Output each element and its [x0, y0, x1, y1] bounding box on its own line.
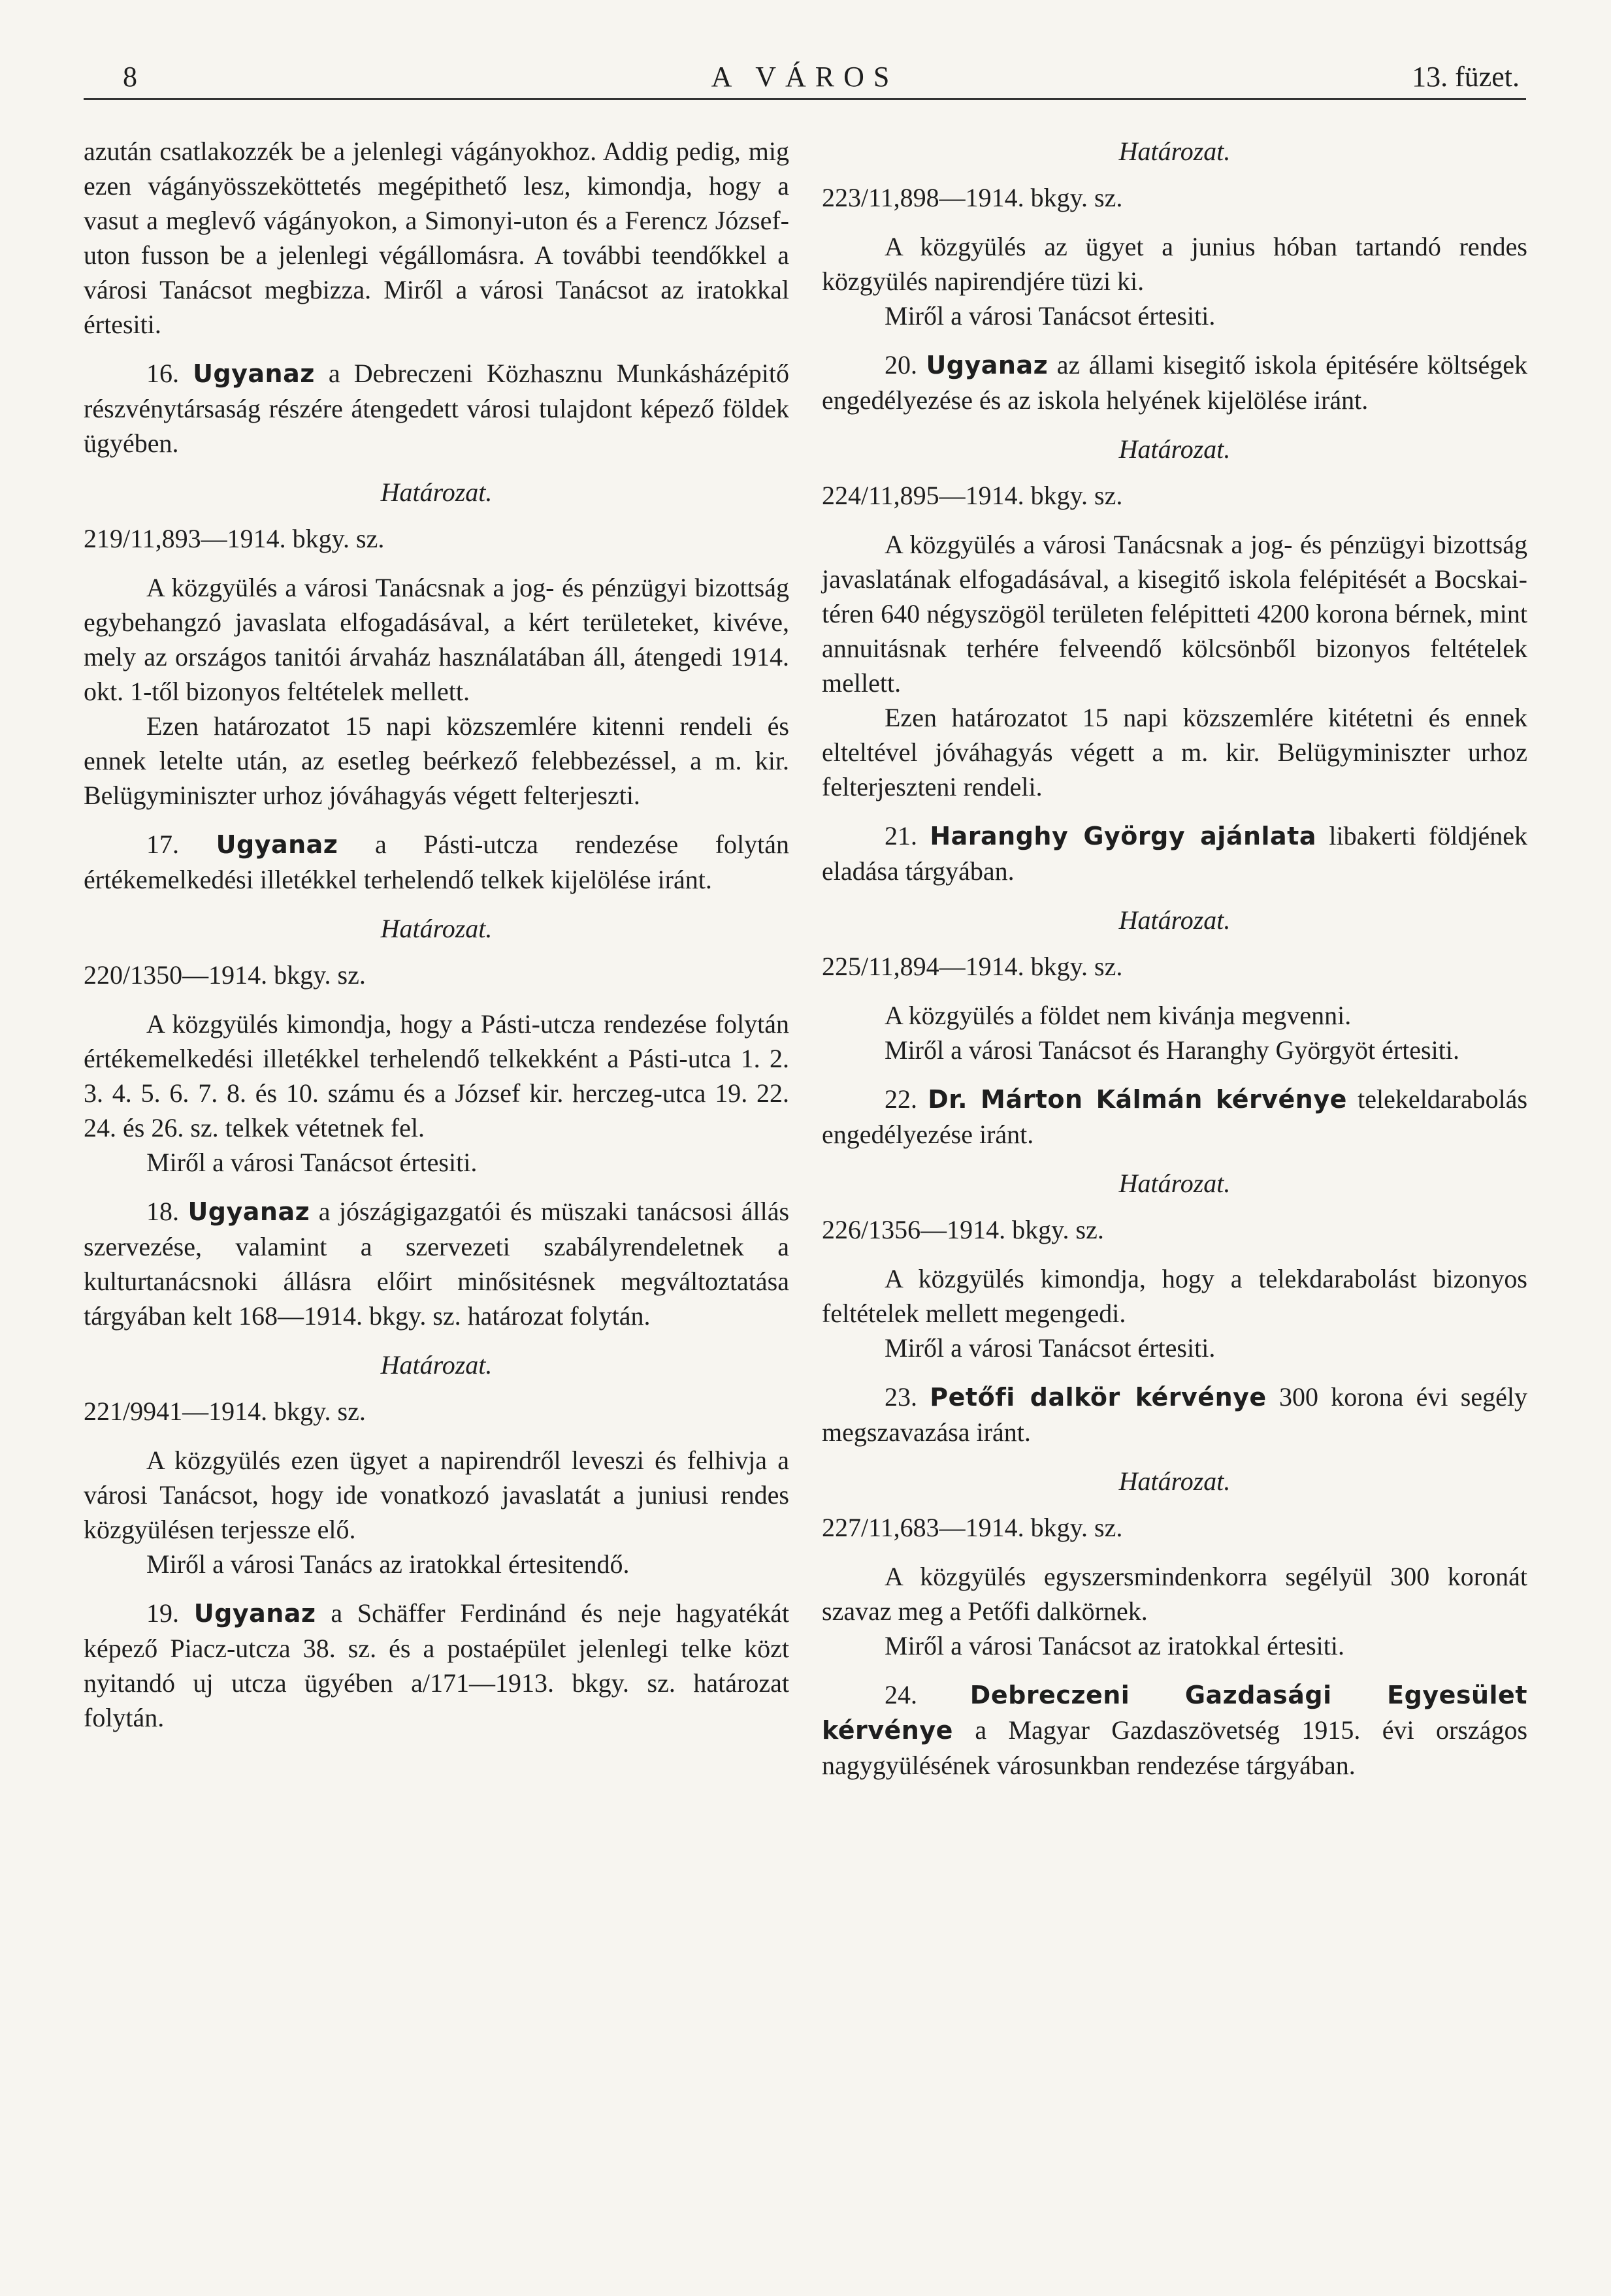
page-number: 8	[123, 61, 137, 93]
resolution-heading: Határozat.	[1118, 137, 1231, 166]
paragraph: A közgyülés kimondja, hogy a Pásti-utcza rendezése folytán értékemelkedési illetékkel terhelendő telkekként a Pásti-utca 1. 2. 3. 4. 5. 6. 7. 8. és 10. számu és a József kir. herczeg-utca 19. 22. 24. és 26. sz. telkek vétetnek fel.	[84, 1009, 789, 1142]
item-keyword: Ugyanaz	[187, 1197, 310, 1226]
item-number: 23.	[885, 1382, 917, 1412]
item-number: 19.	[146, 1598, 179, 1628]
item-subject: az állami kisegitő iskola épitésére költségek engedélyezése és az iskola helyének kijelölése iránt.	[822, 350, 1528, 415]
header-rule	[84, 98, 1526, 100]
paragraph: Miről a városi Tanács az iratokkal értesitendő.	[146, 1549, 630, 1579]
agenda-item	[84, 827, 789, 897]
paragraph: A közgyülés kimondja, hogy a telekdarabolást bizonyos feltételek mellett megengedi.	[822, 1264, 1527, 1328]
paragraph: A közgyülés a városi Tanácsnak a jog- és pénzügyi bizottság javaslatának elfogadásával, a kisegitő iskola felépitését a Bocskai-téren 640 négyszögöl területen felépitteti 4200 korona bérnek, mint annuitásnak terhére felveendő kölcsönből bizonyos feltételek mellett.	[822, 530, 1527, 698]
resolution-reference: 225/11,894—1914. bkgy. sz.	[822, 952, 1123, 981]
resolution-heading: Határozat.	[1118, 434, 1231, 464]
item-keyword: Ugyanaz	[216, 830, 338, 859]
item-keyword: Debreczeni Gazdasági Egyesület kérvénye	[822, 1681, 1527, 1745]
resolution-heading: Határozat.	[1118, 1169, 1231, 1198]
agenda-item	[822, 1380, 1527, 1449]
resolution-heading: Határozat.	[380, 914, 493, 943]
agenda-item	[822, 1082, 1527, 1152]
resolution-reference: 226/1356—1914. bkgy. sz.	[822, 1215, 1104, 1244]
item-subject: a jószágigazgatói és müszaki tanácsosi állás szervezése, valamint a szervezeti szabályrendeletnek a kulturtanácsnoki állásra előirt minősitésnek megváltoztatása tárgyában kelt 168—1914. bkgy. sz. határozat folytán.	[84, 1197, 790, 1331]
item-subject: a Debreczeni Közhasznu Munkásházépitő részvénytársaság részére átengedett városi tulajdont képező földek ügyében.	[84, 359, 790, 458]
item-subject: 300 korona évi segély megszavazása iránt.	[822, 1382, 1527, 1447]
resolution-heading: Határozat.	[380, 477, 493, 507]
publication-title: A VÁROS	[711, 61, 899, 93]
item-number: 24.	[885, 1680, 917, 1709]
resolution-heading: Határozat.	[1118, 905, 1231, 935]
item-number: 17.	[146, 830, 179, 859]
resolution-heading: Határozat.	[380, 1350, 493, 1380]
item-subject: a Magyar Gazdaszövetség 1915. évi országos nagygyülésének városunkban rendezése tárgyában.	[822, 1715, 1528, 1780]
item-keyword: Ugyanaz	[926, 351, 1049, 380]
resolution-reference: 221/9941—1914. bkgy. sz.	[84, 1397, 366, 1426]
item-subject: libakerti földjének eladása tárgyában.	[822, 821, 1528, 886]
agenda-item	[84, 1194, 789, 1333]
paragraph: Miről a városi Tanácsot értesiti.	[885, 1333, 1216, 1363]
paragraph: A közgyülés a városi Tanácsnak a jog- és pénzügyi bizottság egybehangzó javaslata elfogadásával, a kért területeket, kivéve, mely az országos tanitói árvaház használatában áll, átengedi 1914. okt. 1-től bizonyos feltételek mellett.	[84, 573, 789, 706]
resolution-reference: 220/1350—1914. bkgy. sz.	[84, 960, 366, 990]
resolution-reference: 224/11,895—1914. bkgy. sz.	[822, 481, 1123, 510]
agenda-item	[822, 348, 1527, 417]
item-number: 18.	[146, 1197, 179, 1226]
issue-label: 13. füzet.	[1412, 61, 1520, 93]
agenda-item	[822, 1677, 1527, 1783]
item-number: 20.	[885, 350, 917, 380]
page-header	[84, 57, 1526, 103]
resolution-reference: 227/11,683—1914. bkgy. sz.	[822, 1513, 1123, 1542]
continued-paragraph: azután csatlakozzék be a jelenlegi vágányokhoz. Addig pedig, mig ezen vágányösszeköttetés megépithető lesz, kimondja, hogy a vasut a meglevő vágányokon, a Simonyi-uton és a Ferencz József-uton fusson be a jelenlegi végállomásra. A további teendőkkel a városi Tanácsot megbizza. Miről a városi Tanácsot az iratokkal értesiti.	[84, 137, 789, 339]
paragraph: A közgyülés egyszersmindenkorra segélyül 300 koronát szavaz meg a Petőfi dalkörnek.	[822, 1562, 1527, 1626]
item-number: 16.	[146, 359, 179, 388]
agenda-item	[84, 1596, 789, 1735]
item-keyword: Haranghy György ajánlata	[930, 822, 1316, 850]
item-keyword: Ugyanaz	[193, 1599, 316, 1628]
left-column	[84, 134, 789, 1749]
paragraph: Miről a városi Tanácsot értesiti.	[885, 301, 1216, 331]
item-subject: a Pásti-utcza rendezése folytán értékemelkedési illetékkel terhelendő telkek kijelölése iránt.	[84, 830, 790, 894]
item-keyword: Dr. Márton Kálmán kérvénye	[928, 1085, 1347, 1114]
paragraph: Miről a városi Tanácsot és Haranghy Györgyöt értesiti.	[885, 1035, 1459, 1065]
resolution-heading: Határozat.	[1118, 1466, 1231, 1496]
paragraph: A közgyülés az ügyet a junius hóban tartandó rendes közgyülés napirendjére tüzi ki.	[822, 232, 1527, 296]
paragraph: Miről a városi Tanácsot értesiti.	[146, 1148, 478, 1177]
paragraph: Ezen határozatot 15 napi közszemlére kitenni rendeli és ennek letelte után, az esetleg beérkező felebbezéssel, a m. kir. Belügyminiszter urhoz jóváhagyás végett felterjeszti.	[84, 711, 789, 810]
paragraph: A közgyülés ezen ügyet a napirendről leveszi és felhivja a városi Tanácsot, hogy ide vonatkozó javaslatát a juniusi rendes közgyülésen terjessze elő.	[84, 1446, 789, 1544]
resolution-reference: 219/11,893—1914. bkgy. sz.	[84, 524, 385, 553]
item-keyword: Ugyanaz	[193, 359, 315, 388]
agenda-item	[84, 356, 789, 461]
item-subject: telekeldarabolás engedélyezése iránt.	[822, 1084, 1528, 1149]
item-subject: a Schäffer Ferdinánd és neje hagyatékát képező Piacz-utcza 38. sz. és a postaépület jelenlegi telke közt nyitandó uj utcza ügyében a/171—1913. bkgy. sz. határozat folytán.	[84, 1598, 790, 1732]
paragraph: Miről a városi Tanácsot az iratokkal értesiti.	[885, 1631, 1345, 1660]
item-number: 21.	[885, 821, 917, 850]
resolution-reference: 223/11,898—1914. bkgy. sz.	[822, 183, 1123, 212]
item-keyword: Petőfi dalkör kérvénye	[930, 1383, 1267, 1412]
paragraph: A közgyülés a földet nem kivánja megvenni.	[885, 1001, 1352, 1030]
right-column	[822, 134, 1527, 1797]
agenda-item	[822, 818, 1527, 888]
item-number: 22.	[885, 1084, 917, 1114]
paragraph: Ezen határozatot 15 napi közszemlére kitétetni és ennek elteltével jóváhagyás végett a m. kir. Belügyminiszter urhoz felterjeszteni rendeli.	[822, 703, 1527, 801]
